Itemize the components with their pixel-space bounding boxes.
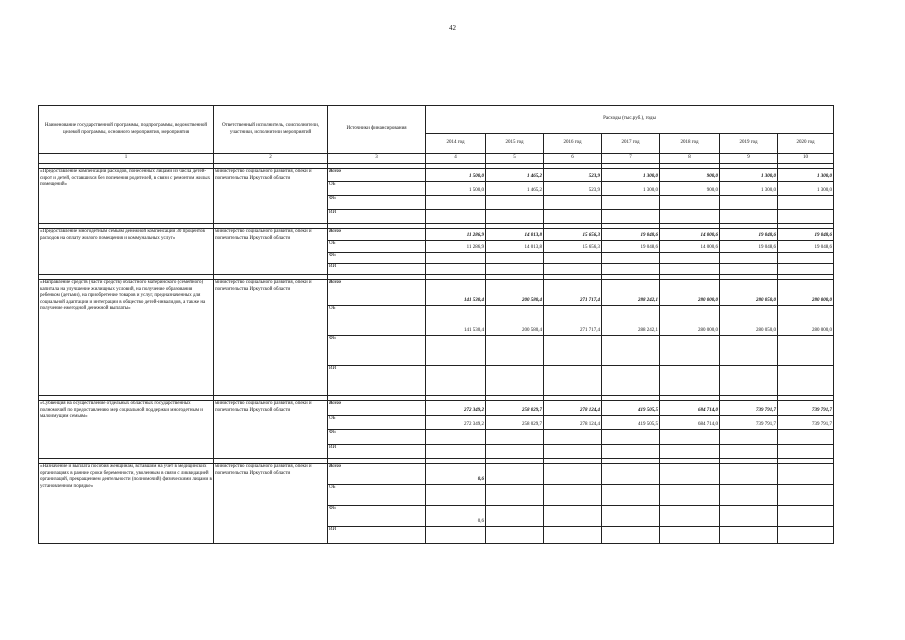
funding-source: Всего xyxy=(328,169,426,182)
expense-value xyxy=(778,210,834,224)
column-number: 7 xyxy=(602,154,660,164)
funding-source: ФБ xyxy=(328,430,426,445)
expense-value xyxy=(720,430,778,445)
expense-value xyxy=(602,445,660,459)
expense-value xyxy=(486,336,544,366)
expense-value: 15 656,3 xyxy=(544,229,602,241)
expense-value xyxy=(720,210,778,224)
header-expenses: Расходы (тыс.руб.), годы xyxy=(426,106,834,134)
expense-value xyxy=(720,527,778,544)
expense-value xyxy=(602,253,660,264)
expense-value xyxy=(486,196,544,210)
activity-executor: министерство социального развития, опеки и попечительства Иркутской области xyxy=(214,169,328,224)
expense-value: 523,9 xyxy=(544,169,602,182)
expense-value xyxy=(720,464,778,485)
funding-source: ОБ xyxy=(328,485,426,506)
expense-value xyxy=(602,506,660,527)
expense-value xyxy=(720,506,778,527)
funding-source: ИИ xyxy=(328,527,426,544)
expense-value: 280 000,0 xyxy=(660,306,720,336)
expense-value: 141 530,4 xyxy=(426,306,486,336)
expense-value xyxy=(486,366,544,396)
column-number: 3 xyxy=(328,154,426,164)
expense-value: 258 029,7 xyxy=(486,401,544,416)
header-source: Источники финансирования xyxy=(328,106,426,154)
expense-value xyxy=(660,527,720,544)
table-row xyxy=(39,280,834,306)
expense-value xyxy=(486,527,544,544)
expense-value: 19 048,6 xyxy=(778,229,834,241)
expense-value: 11 286,9 xyxy=(426,229,486,241)
year-header: 2018 год xyxy=(660,134,720,154)
year-header: 2015 год xyxy=(486,134,544,154)
expense-value xyxy=(426,336,486,366)
column-number: 9 xyxy=(720,154,778,164)
expense-value xyxy=(602,464,660,485)
expense-value xyxy=(602,366,660,396)
expense-value: 1 300,0 xyxy=(778,182,834,196)
budget-body xyxy=(39,164,834,544)
expense-value xyxy=(486,430,544,445)
expense-value xyxy=(602,527,660,544)
activity-name: «Предоставление многодетным семьям денежной компенсации 30 процентов расходов на оплату жилого помещения и коммунальных услуг» xyxy=(39,229,214,275)
expense-value xyxy=(778,366,834,396)
expense-value xyxy=(602,485,660,506)
funding-source: Всего xyxy=(328,401,426,416)
expense-value xyxy=(602,264,660,275)
expense-value: 1 300,0 xyxy=(720,169,778,182)
table-row xyxy=(39,229,834,241)
expense-value: 684 714,0 xyxy=(660,401,720,416)
funding-source: ФБ xyxy=(328,253,426,264)
column-number: 1 xyxy=(39,154,214,164)
expense-value xyxy=(486,253,544,264)
expense-value xyxy=(426,264,486,275)
activity-executor: министерство социального развития, опеки и попечительства Иркутской области xyxy=(214,229,328,275)
expense-value xyxy=(426,366,486,396)
expense-value: 272 349,2 xyxy=(426,416,486,430)
expense-value xyxy=(720,485,778,506)
funding-source: ИИ xyxy=(328,366,426,396)
year-header: 2017 год xyxy=(602,134,660,154)
expense-value: 141 530,4 xyxy=(426,280,486,306)
expense-value: 278 124,4 xyxy=(544,416,602,430)
expense-value: 278 124,4 xyxy=(544,401,602,416)
expense-value: 0,6 xyxy=(426,464,486,485)
expense-value xyxy=(660,336,720,366)
expense-value: 271 717,4 xyxy=(544,306,602,336)
expense-value: 900,0 xyxy=(660,182,720,196)
expense-value xyxy=(660,253,720,264)
expense-value: 684 714,0 xyxy=(660,416,720,430)
expense-value: 272 349,2 xyxy=(426,401,486,416)
expense-value xyxy=(544,430,602,445)
year-header: 2020 год xyxy=(778,134,834,154)
expense-value: 0,6 xyxy=(426,506,486,527)
expense-value: 280 000,0 xyxy=(778,306,834,336)
expense-value xyxy=(426,210,486,224)
expense-value: 1 465,2 xyxy=(486,169,544,182)
expense-value xyxy=(720,196,778,210)
expense-value: 523,9 xyxy=(544,182,602,196)
expense-value xyxy=(778,506,834,527)
column-number: 10 xyxy=(778,154,834,164)
table-row xyxy=(39,169,834,182)
header-executor: Ответственный исполнитель, соисполнители, участники, исполнители мероприятий xyxy=(214,106,328,154)
expense-value xyxy=(426,253,486,264)
table-row xyxy=(39,401,834,416)
expense-value xyxy=(544,506,602,527)
expense-value xyxy=(544,527,602,544)
expense-value: 288 242,1 xyxy=(602,306,660,336)
expense-value: 200 580,4 xyxy=(486,280,544,306)
expense-value xyxy=(720,445,778,459)
funding-source: ФБ xyxy=(328,336,426,366)
funding-source: ОБ xyxy=(328,416,426,430)
funding-source: ОБ xyxy=(328,241,426,253)
column-number: 8 xyxy=(660,154,720,164)
funding-source: ИИ xyxy=(328,210,426,224)
expense-value xyxy=(778,527,834,544)
activity-executor: министерство социального развития, опеки и попечительства Иркутской области xyxy=(214,401,328,459)
expense-value: 19 048,6 xyxy=(778,241,834,253)
expense-value xyxy=(778,264,834,275)
column-number: 2 xyxy=(214,154,328,164)
expense-value xyxy=(660,430,720,445)
expense-value: 14 013,8 xyxy=(486,241,544,253)
funding-source: ИИ xyxy=(328,445,426,459)
expense-value: 1 500,0 xyxy=(426,182,486,196)
expense-value: 280 000,0 xyxy=(660,280,720,306)
expense-value xyxy=(660,485,720,506)
expense-value: 11 286,9 xyxy=(426,241,486,253)
expense-value xyxy=(486,464,544,485)
funding-source: ОБ xyxy=(328,306,426,336)
expense-value xyxy=(660,196,720,210)
expense-value: 19 048,6 xyxy=(602,229,660,241)
expense-value xyxy=(486,485,544,506)
expense-value: 271 717,4 xyxy=(544,280,602,306)
expense-value: 258 029,7 xyxy=(486,416,544,430)
funding-source: ФБ xyxy=(328,506,426,527)
expense-value xyxy=(778,464,834,485)
expense-value: 280 050,0 xyxy=(720,306,778,336)
expense-value xyxy=(660,464,720,485)
column-number: 6 xyxy=(544,154,602,164)
expense-value: 1 300,0 xyxy=(602,169,660,182)
expense-value xyxy=(660,264,720,275)
expense-value xyxy=(544,253,602,264)
funding-source: ИИ xyxy=(328,264,426,275)
expense-value xyxy=(544,264,602,275)
expense-value xyxy=(486,264,544,275)
year-header: 2019 год xyxy=(720,134,778,154)
expense-value: 280 050,0 xyxy=(720,280,778,306)
expense-value xyxy=(426,445,486,459)
expense-value: 19 048,6 xyxy=(602,241,660,253)
expense-value: 200 580,4 xyxy=(486,306,544,336)
expense-value xyxy=(778,336,834,366)
expense-value: 1 465,2 xyxy=(486,182,544,196)
expense-value xyxy=(660,210,720,224)
year-header: 2014 год xyxy=(426,134,486,154)
column-number: 5 xyxy=(486,154,544,164)
expense-value: 14 013,8 xyxy=(486,229,544,241)
expense-value xyxy=(720,366,778,396)
expense-value xyxy=(778,485,834,506)
activity-name: «Субвенция на осуществление отдельных областных государственных полномочий по предоставлению мер социальной поддержки многодетным и малоимущим семьям» xyxy=(39,401,214,459)
column-number: 4 xyxy=(426,154,486,164)
expense-value xyxy=(778,430,834,445)
expense-value: 1 300,0 xyxy=(602,182,660,196)
budget-table xyxy=(38,105,834,544)
expense-value xyxy=(778,196,834,210)
expense-value xyxy=(544,366,602,396)
expense-value xyxy=(544,485,602,506)
expense-value: 14 000,6 xyxy=(660,229,720,241)
expense-value: 19 048,6 xyxy=(720,229,778,241)
activity-name: «Назначение и выплата пособия женщинам, вставшим на учет в медицинских организациях в ранние сроки беременности, уволенным в связи с ликвидацией организаций, прекращением деятельности (полномочий) физическими лицами в установленном порядке» xyxy=(39,464,214,544)
expense-value xyxy=(602,196,660,210)
expense-value xyxy=(544,445,602,459)
expense-value xyxy=(660,506,720,527)
expense-value: 739 791,7 xyxy=(778,416,834,430)
activity-name: «Предоставление компенсации расходов, понесенных лицами из числа детей-сирот и детей, оставшихся без попечения родителей, в связи с ремонтом жилых помещений» xyxy=(39,169,214,224)
expense-value xyxy=(602,430,660,445)
table-row xyxy=(39,464,834,485)
expense-value xyxy=(426,485,486,506)
expense-value xyxy=(486,506,544,527)
expense-value: 288 242,1 xyxy=(602,280,660,306)
funding-source: Всего xyxy=(328,464,426,485)
header-program: Наименование государственной программы, подпрограммы, ведомственной целевой программы, основного мероприятия, мероприятия xyxy=(39,106,214,154)
expense-value xyxy=(602,336,660,366)
activity-name: «Направление средств (части средств) областного материнского (семейного) капитала на улучшение жилищных условий, на получение образования ребенком (детьми), на приобретение товаров и услуг, предназначенных для социальной адаптации и интеграции в общество детей-инвалидов, а также на получение ежегодной денежной выплаты» xyxy=(39,280,214,396)
expense-value: 19 048,6 xyxy=(720,241,778,253)
funding-source: Всего xyxy=(328,229,426,241)
activity-executor: министерство социального развития, опеки и попечительства Иркутской области xyxy=(214,280,328,396)
expense-value xyxy=(660,445,720,459)
expense-value: 280 000,0 xyxy=(778,280,834,306)
expense-value: 739 791,7 xyxy=(778,401,834,416)
expense-value xyxy=(778,253,834,264)
expense-value: 900,0 xyxy=(660,169,720,182)
expense-value: 1 300,0 xyxy=(778,169,834,182)
expense-value: 739 791,7 xyxy=(720,401,778,416)
year-header: 2016 год xyxy=(544,134,602,154)
expense-value: 1 300,0 xyxy=(720,182,778,196)
expense-value xyxy=(720,253,778,264)
expense-value xyxy=(720,264,778,275)
funding-source: ОБ xyxy=(328,182,426,196)
expense-value xyxy=(544,196,602,210)
expense-value xyxy=(544,464,602,485)
funding-source: Всего xyxy=(328,280,426,306)
expense-value xyxy=(486,445,544,459)
expense-value xyxy=(660,366,720,396)
expense-value xyxy=(426,196,486,210)
page-number: 42 xyxy=(449,24,456,32)
expense-value: 739 791,7 xyxy=(720,416,778,430)
expense-value: 419 505,5 xyxy=(602,401,660,416)
expense-value: 15 656,3 xyxy=(544,241,602,253)
expense-value xyxy=(426,527,486,544)
expense-value xyxy=(544,210,602,224)
expense-value: 1 500,0 xyxy=(426,169,486,182)
activity-executor: министерство социального развития, опеки и попечительства Иркутской области xyxy=(214,464,328,544)
expense-value xyxy=(544,336,602,366)
column-number-row xyxy=(39,154,834,164)
expense-value xyxy=(778,445,834,459)
funding-source: ФБ xyxy=(328,196,426,210)
expense-value xyxy=(486,210,544,224)
expense-value: 419 505,5 xyxy=(602,416,660,430)
expense-value: 14 000,6 xyxy=(660,241,720,253)
expense-value xyxy=(426,430,486,445)
expense-value xyxy=(602,210,660,224)
expense-value xyxy=(720,336,778,366)
